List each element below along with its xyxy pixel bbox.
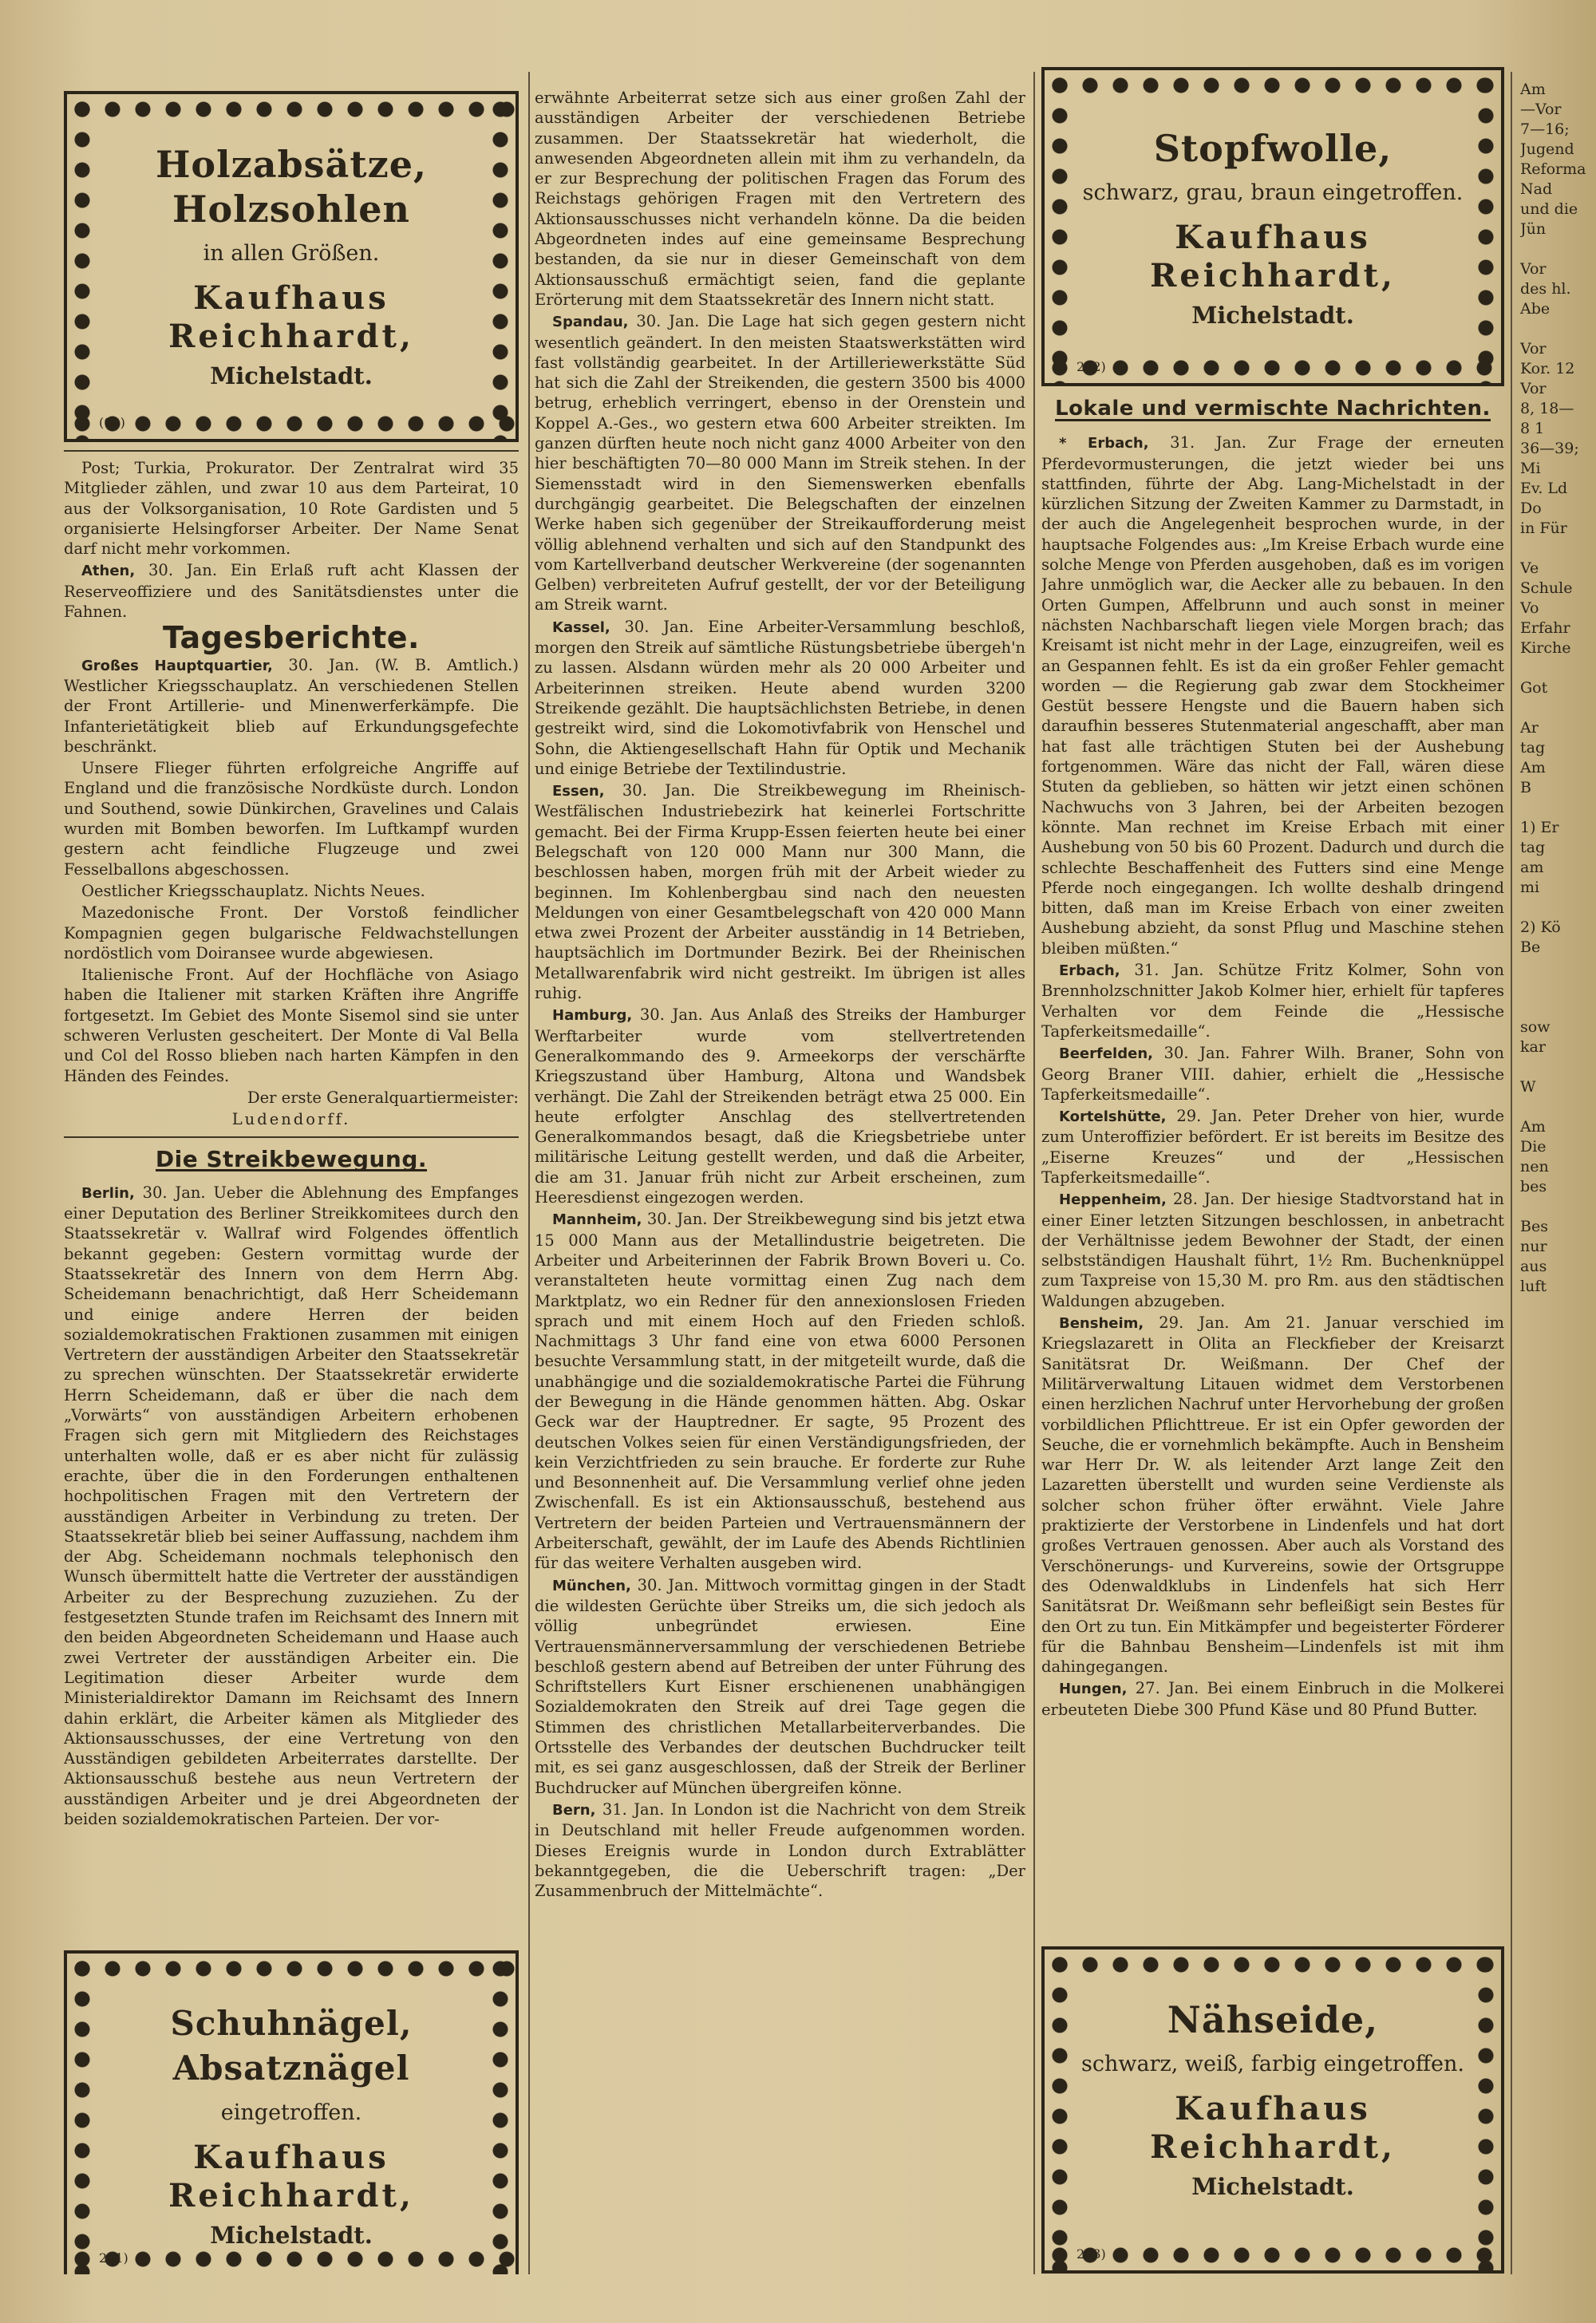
fragment-line [1520,239,1596,259]
dateline: Bern, [552,1801,596,1819]
divider [64,450,519,452]
dateline: Berlin, [81,1184,135,1202]
article-paragraph [1041,1043,1504,1104]
ad-number: 203) [1077,2246,1106,2262]
fragment-line: bes [1520,1178,1547,1195]
fragment-line: 2) Kö [1520,919,1561,936]
article-text: 30. Jan. Fahrer Wilh. Braner, Sohn von Georg Braner VIII. dahier, erhielt die „Hessische Tapferkeitsmedaille“. [1041,1044,1504,1104]
fragment-line: 8, 18— [1520,400,1574,417]
article-text: 30. Jan. (W. B. Amtlich.) Westlicher Kriegsschauplatz. An verschiedenen Stellen der Front Artillerie- und Minenwerferkämpfe. Die Infanterietätigkeit blieb auf Erkundungsgefechte beschränkt. [64,655,519,756]
fragment-line [1520,798,1596,818]
ad-schuhnaegel [64,1950,519,2274]
fragment-line: Erfahr [1520,619,1570,637]
article-paragraph: Unsere Flieger führten erfolgreiche Angriffe auf England und die französische Nordküste durch. London und Southend, sowie Dünkirchen, Gravelines und Calais wurden mit Bomben beworfen. Im Luftkampf wurden gestern acht feindliche Flugzeuge und zwei Fesselballons abgeschossen. [64,759,519,879]
article-paragraph: Post; Turkia, Prokurator. Der Zentralrat wird 35 Mitglieder zählen, und zwar 10 aus dem Parteirat, 10 aus der Volksorganisation, 10 Rote Gardisten und 5 organisierte Helsingforser Arbeiter. Der Name Senat darf nicht mehr vorkommen. [64,459,519,559]
dateline: München, [552,1577,631,1594]
ad-town: Michelstadt. [210,362,373,389]
article-text: 30. Jan. Ein Erlaß ruft acht Klassen der Reserveoffiziere und des Sanitätsdienstes unter die Fahnen. [64,561,519,622]
fragment-line: Jün [1520,220,1547,238]
ad-firm: Kaufhaus Reichhardt, [168,279,414,355]
section-heading-wrap [1041,394,1504,426]
fragment-line: Am [1520,1118,1546,1136]
fragment-line: Vo [1520,599,1539,617]
article-paragraph [1041,1189,1504,1311]
fragment-line: aus [1520,1258,1547,1275]
fragment-line: Die [1520,1138,1547,1156]
fragment-line: Be [1520,938,1541,956]
fragment-line: W [1520,1078,1536,1096]
fragment-line [1520,658,1596,678]
dateline: Großes Hauptquartier, [81,657,273,674]
column-4-fragment [1520,80,1596,2234]
fragment-line: Ve [1520,559,1539,577]
fragment-line [1520,1057,1596,1077]
article-text: 31. Jan. Schütze Fritz Kolmer, Sohn von Brennholzschnitter Jakob Kolmer hier, erhielt für tapferes Verhalten vor dem Feinde die „Hessische Tapferkeitsmedaille“. [1041,961,1504,1041]
fragment-line: Jugend [1520,140,1574,158]
fragment-line: Abe [1520,300,1551,318]
fragment-line: am [1520,859,1544,876]
ad-holzabsaetze [64,91,519,442]
signature-title: Der erste Generalquartiermeister: [247,1088,519,1107]
article-paragraph [64,1183,519,1830]
article-paragraph [535,1575,1025,1798]
column-2 [535,88,1025,2274]
divider [64,1136,519,1138]
article-text: 29. Jan. Peter Dreher von hier, wurde zum Unteroffizier befördert. Er ist bereits im Besitze des „Eiserne Kreuzes“ und der „Hessischen Tapferkeitsmedaille“. [1041,1107,1504,1187]
section-heading-tagesberichte: Tagesberichte. [163,620,420,656]
article-text: 30. Jan. Der Streikbewegung sind bis jetzt etwa 15 000 Mann aus der Metallindustrie beigetreten. Die Arbeiter und Arbeiterinnen der Fabrik Brown Boveri u. Co. veranstalteten heute vormittag einen Zug nach dem Marktplatz, wo ein Redner für den annexionslosen Frieden sprach und mit einem Hoch auf den Frieden schloß. Nachmittags 3 Uhr fand eine von etwa 6000 Personen besuchte Versammlung statt, in der mitgeteilt wurde, daß die unabhängige und die sozialdemokratische Partei die Führung der Bewegung in die Hände genommen hätten. Abg. Oskar Geck war der Hauptredner. Er sagte, 95 Prozent des deutschen Volkes seien für einen Verständigungsfrieden, der kein Verzichtfrieden zu sein brauche. Er forderte zur Ruhe und Besonnenheit auf. Die Versammlung verlief ohne jeden Zwischenfall. Es ist ein Aktionsausschuß, bestehend aus Vertretern der beiden Parteien und Vertrauensmännern der Arbeiterschaft, gewählt, der im Laufe des Abends Richtlinien für das weitere Verhalten ausgeben wird. [535,1210,1025,1573]
fragment-line: Schule [1520,579,1573,597]
article-text: 30. Jan. Die Lage hat sich gegen gestern nicht wesentlich geändert. In den meisten Staatswerkstätten wird fast vollständig gearbeitet. In der Artilleriewerkstätte Süd hat sich die Zahl der Streikenden, die gestern 3500 bis 4000 betrug, erheblich verringert, ebenso in der Orenstein und Koppel A.-Ges., wo gestern etwa 600 Arbeiter streikten. Im ganzen dürften heute noch nicht ganz 4000 Arbeiter von den hier beschäftigten 70—80 000 Mann im Streik stehen. In der Siemensstadt wird in den Siemenswerken ebenfalls durchgängig gearbeitet. Die Belegschaften der einzelnen Werke haben sich gegenüber der Streikaufforderung meist völlig ablehnend verhalten und sich auf den Standpunkt des vom Kartellverband deutscher Werkvereine (der sogenannten Gelben) verbreiteten Aufruf gestellt, der vor der Beteiligung am Streik warnt. [535,312,1025,614]
ad-town: Michelstadt. [1191,302,1354,329]
article-paragraph [535,1209,1025,1573]
fragment-line [1520,978,1596,998]
ad-firm: Kaufhaus Reichhardt, [1150,219,1396,294]
article-paragraph [64,655,519,757]
section-heading-wrap [64,620,519,656]
fragment-line: nen [1520,1158,1549,1175]
article-text: 31. Jan. Zur Frage der erneuten Pferdevormusterungen, die jetzt wieder bei uns stattfinden, führte der Abg. Lang-Michelstadt in der kürzlichen Sitzung der Zweiten Kammer zu Darmstadt, in der auch die Angelegenheit besprochen wurde, in der hauptsache Folgendes aus: „Im Kreise Erbach wurde eine solche Menge von Pferden ausgehoben, daß es im vorigen Jahre unmöglich war, die Aecker alle zu bebauen. In den Orten Gumpen, Affelbrunn und auch sonst in meiner nächsten Nachbarschaft liegen viele Morgen brach; das Kreisamt ist nicht mehr in der Lage, einzugreifen, weil es an Gespannen fehlt. Es ist da ein großer Fehler gemacht worden — die Regierung gab zwar dem Stockheimer Gestüt bessere Hengste und die Bauern haben sich daraufhin besseres Stutenmaterial angeschafft, aber man hat fast alle trächtigen Stuten bei der Aushebung fortgenommen. Wäre das nicht der Fall, wären diese Stuten da geblieben, so hätten wir jetzt einen schönen Nachwuchs von 3 Jahren, bei der Arbeiten bezogen könnte. Man rechnet im Kreise Erbach mit einer Aushebung von 50 bis 60 Prozent. Dadurch und durch die schlechte Beschaffenheit des Futters sind eine Menge Pferde noch eingegangen. Ich wollte deshalb dringend bitten, daß man im Kreise Erbach von einer zweiten Aushebung abzieht, da sonst Pflug und Maschine stehen bleiben müßten.“ [1041,433,1504,958]
ad-headline: Nähseide, [1167,1998,1379,2041]
column-3 [1041,64,1504,2274]
fragment-line [1520,698,1596,718]
ad-number: (00) [99,414,125,430]
fragment-line: 7—16; [1520,120,1570,138]
fragment-line: Mi [1520,460,1541,477]
dateline: Erbach, [1059,962,1120,980]
ad-subline: eingetroffen. [220,2100,362,2125]
fragment-line [1520,998,1596,1017]
ad-subline: schwarz, grau, braun eingetroffen. [1082,180,1464,205]
dateline: Kortelshütte, [1059,1108,1167,1126]
ad-number: 201) [99,2250,128,2266]
article-text: 30. Jan. Mittwoch vormittag gingen in der Stadt die wildesten Gerüchte über Streiks um, die sich jedoch als völlig unbegründet erwiesen. Eine Vertrauensmännerversammlung der verschiedenen Betriebe beschloß gestern abend auf Betreiben der unter Führung des Schriftstellers Kurt Eisner erschienenen unabhängigen Sozialdemokraten den Streik auf drei Tage gegen die Stimmen des christlichen Metallarbeiterverbandes. Die Ortsstelle des Verbandes der deutschen Buchdrucker teilt mit, es sei ganz ausgeschlossen, daß der Streik der Berliner Buchdrucker auf München übergreifen könne. [535,1575,1025,1797]
fragment-line: Am [1520,81,1546,98]
section-heading-streikbewegung: Die Streikbewegung. [155,1145,428,1172]
fragment-line: nur [1520,1238,1547,1255]
ad-town: Michelstadt. [210,2222,373,2249]
fragment-line [1520,958,1596,978]
column-rule [528,72,530,2274]
section-heading-wrap [64,1144,519,1176]
section-heading-lokales: Lokale und vermischte Nachrichten. [1055,397,1491,421]
fragment-line: Got [1520,679,1548,697]
fragment-line: Vor [1520,260,1547,278]
article-text: 30. Jan. Ueber die Ablehnung des Empfanges einer Deputation des Berliner Streikkomitees durch den Staatssekretär v. Wallraf wird Folgendes öffentlich bekannt gegeben: Gestern vormittag wurde der Staatssekretär des Innern von dem Herrn Abg. Scheidemann benachrichtigt, daß Herr Scheidemann und einige andere Herren der beiden sozialdemokratischen Fraktionen zusammen mit einigen Vertretern der ausständigen Arbeiter den Staatssekretär zu sprechen wünschten. Der Staatssekretär erwiderte Herrn Scheidemann, daß er über die nach dem „Vorwärts“ von ausständigen Arbeitern erhobenen Fragen sich gern mit Mitgliedern des Reichstages unterhalten wolle, daß er es aber nicht für zulässig erachte, über die in den Forderungen enthaltenen hochpolitischen Fragen mit den Vertretern der ausständigen Arbeiter in Verbindung zu treten. Der Staatssekretär blieb bei seiner Auffassung, nachdem ihm der Abg. Scheidemann nochmals telephonisch den Wunsch übermittelt hatte die Vertreter der ausständigen Arbeiter zu der Besprechung zuzuziehen. Zu der festgesetzten Stunde trafen im Reichsamt des Innern mit den beiden Abgeordneten Scheidemann und Haase auch zwei Vertreter der ausständigen Arbeiter ein. Die Legitimation dieser Arbeiter wurde dem Ministerialdirektor Damann im Reichsamt des Innern dahin erklärt, die Arbeiter kämen als Mitglieder des Aktionsausschusses, der eine Vertretung von den Ausständigen gebildeten Arbeiterrates darstellte. Der Aktionsausschuß bestehe aus neun Vertretern der ausständigen Arbeiter und je drei Abgeordneten der beiden sozialdemokratischen Parteien. Der vor- [64,1183,519,1828]
fragment-line: 36—39; [1520,440,1579,457]
fragment-line: Vor [1520,380,1547,397]
article-text: 30. Jan. Eine Arbeiter-Versammlung beschloß, morgen den Streik auf sämtliche Rüstungsbetriebe übergeh'n zu lassen. Alsdann würden mehr als 20 000 Arbeiter und Arbeiterinnen streiken. Heute abend wurden 3200 Streikende gezählt. Die hauptsächlichsten Betriebe, in denen gestreikt wird, sind die Lokomotivfabrik von Henschel und Sohn, die Aktiengesellschaft Hahn für Optik und Mechanik und einige Betriebe der Textilindustrie. [535,617,1025,778]
article-text: 29. Jan. Am 21. Januar verschied im Kriegslazarett in Olita an Fleckfieber der Kreisarzt Sanitätsrat Dr. Weißmann. Der Chef der Militärverwaltung Litauen widmet dem Verstorbenen einen herzlichen Nachruf unter Hervorhebung der großen vorbildlichen Pflichttreue. Er ist ein Opfer geworden der Seuche, die er vornehmlich bekämpfte. Auch in Bensheim war Herr Dr. W. als leitender Arzt lange Zeit den Lazaretten überstellt und wurden seine Verdienste als solcher schon früher öfter erwähnt. Viele Jahre praktizierte der Verstorbene in Lindenfels und hat dort großes Vertrauen genossen. Aber auch als Vorstand des Verschönerungs- und Kurvereins, sowie der Ortsgruppe des Odenwaldklubs in Lindenfels hat sich Herr Sanitätsrat Dr. Weißmann sehr befleißigt sein Bestes für den Ort zu tun. Ein Mitkämpfer und begeisterter Förderer für die Bahnbau Bensheim—Lindenfels ist mit ihm dahingegangen. [1041,1314,1504,1677]
fragment-line: B [1520,779,1531,796]
ad-headline: Schuhnägel, Absatznägel [170,2004,413,2088]
article-text: 30. Jan. Die Streikbewegung im Rheinisch-Westfälischen Industriebezirk hat keinerlei Fortschritte gemacht. Bei der Firma Krupp-Essen feierten heute bei einer Belegschaft von 120 000 Mann nur 300 Mann, die beschlossen haben, morgen früh mit der Arbeit wieder zu beginnen. Im Kohlenbergbau sind nach den neuesten Meldungen von einer Gesamtbelegschaft von 420 000 Mann etwa zwei Prozent der Arbeiter ausständig in 14 Betrieben, hauptsächlich im Dortmunder Bezirk. Bei der Rheinischen Metallwarenfabrik wird nicht gestreikt. Im übrigen ist alles ruhig. [535,781,1025,1003]
fragment-line [1520,898,1596,918]
fragment-line: 1) Er [1520,819,1559,836]
article-paragraph [535,1005,1025,1207]
fragment-line [1520,319,1596,339]
article-paragraph [1041,960,1504,1041]
article-text: 31. Jan. In London ist die Nachricht von dem Streik in Deutschland mit heller Freude aufgenommen worden. Dieses Ereignis wurde in London durch Extrablätter bekanntgegeben, die die Ueberschrift tragen: „Der Zusammenbruch der Mittelmächte“. [535,1800,1025,1901]
dateline: * Erbach, [1059,435,1149,452]
dateline: Mannheim, [552,1211,642,1229]
article-paragraph: Italienische Front. Auf der Hochfläche von Asiago haben die Italiener mit starken Kräften ihre Angriffe fortgesetzt. Im Gebiet des Monte Sisemol sind sie unter schweren Verlusten gescheitert. Der Monte di Val Bella und Col del Rosso blieben nach harten Kämpfen in den Händen des Feindes. [64,966,519,1085]
fragment-line: Vor [1520,340,1547,358]
article-paragraph: erwähnte Arbeiterrat setze sich aus einer großen Zahl der ausständigen Arbeiter der verschiedenen Betriebe zusammen. Der Staatssekretär hat wiederholt, die anwesenden Abgeordneten allein mit ihm zu verhandeln, da er zur Besprechung der politischen Fragen das Forum des Reichstags gehörigen Fragen mit den Vertretern des Aktionsausschusses nicht verhandeln könne. Da die beiden Abgeordneten indes auf eine gemeinsame Besprechung bestanden, da sie nur in dieser Gemeinschaft von dem Aktionsausschuß ermächtigt seien, fand die geplante Erörterung mit dem Staatssekretär des Innern nicht statt. [535,89,1025,309]
fragment-line: und die [1520,200,1578,218]
column-rule [1033,72,1035,2274]
article-text: 30. Jan. Aus Anlaß des Streiks der Hamburger Werftarbeiter wurde vom stellvertretenden Generalkommando des 9. Armeekorps der verschärfte Kriegszustand über Hamburg, Altona und Wandsbek verhängt. Die Zahl der Streikenden beträgt etwa 25 000. Ein heute erfolgter Anschlag des stellvertretenden Generalkommandos besagt, daß die Kriegsbetriebe unter militärische Leitung gestellt werden, und daß die Arbeiter, die am 31. Januar früh nicht zur Arbeit erscheinen, zum Heeresdienst eingezogen werden. [535,1005,1025,1207]
fragment-line: Do [1520,500,1542,517]
fragment-line [1520,1197,1596,1217]
fragment-line: luft [1520,1278,1547,1295]
dateline: Kassel, [552,618,610,636]
ad-number: 202) [1077,358,1106,374]
ad-firm: Kaufhaus Reichhardt, [1150,2090,1396,2166]
article-paragraph [535,311,1025,614]
fragment-line: tag [1520,739,1546,757]
article-paragraph [1041,1678,1504,1720]
fragment-line: sow [1520,1018,1551,1036]
column-1 [64,88,519,2274]
fragment-line: Kirche [1520,639,1571,657]
ad-stopfwolle [1041,67,1504,386]
column-rule [1511,72,1512,2274]
fragment-line: tag [1520,839,1546,856]
fragment-line: kar [1520,1038,1546,1056]
fragment-line: Am [1520,759,1546,776]
article-text: 27. Jan. Bei einem Einbruch in die Molkerei erbeuteten Diebe 300 Pfund Käse und 80 Pfund Butter. [1041,1679,1504,1719]
ad-town: Michelstadt. [1191,2173,1354,2200]
fragment-line: Reforma [1520,160,1586,178]
ad-headline: Holzabsätze, Holzsohlen [155,143,428,231]
dateline: Athen, [81,563,136,580]
dateline: Heppenheim, [1059,1191,1167,1209]
ad-naehseide [1041,1946,1504,2274]
article-paragraph [535,780,1025,1003]
ad-headline: Stopfwolle, [1153,127,1393,170]
fragment-line [1520,1097,1596,1117]
fragment-line: in Für [1520,520,1567,537]
article-paragraph: Oestlicher Kriegsschauplatz. Nichts Neues. [81,881,425,900]
fragment-line: 8 1 [1520,420,1545,437]
article-paragraph [1041,1313,1504,1677]
dateline: Bensheim, [1059,1315,1144,1333]
ad-subline: schwarz, weiß, farbig eingetroffen. [1081,2052,1464,2076]
article-paragraph [64,560,519,622]
fragment-line: Ar [1520,719,1539,737]
ad-firm: Kaufhaus Reichhardt, [168,2139,414,2214]
fragment-line: Kor. 12 [1520,360,1575,377]
dateline: Hungen, [1059,1681,1128,1698]
article-paragraph [1041,1106,1504,1187]
signature: Ludendorff. [231,1110,351,1129]
fragment-line: —Vor [1520,101,1562,118]
fragment-line: Bes [1520,1218,1548,1235]
article-paragraph [535,1800,1025,1901]
fragment-line [1520,539,1596,559]
fragment-line: mi [1520,879,1540,896]
article-paragraph [535,617,1025,779]
fragment-line: des hl. [1520,280,1571,298]
dateline: Spandau, [552,314,629,331]
dateline: Hamburg, [552,1007,633,1025]
fragment-line: Nad [1520,180,1553,198]
article-paragraph [1041,433,1504,958]
ad-subline: in allen Größen. [203,241,380,266]
dateline: Beerfelden, [1059,1045,1153,1063]
article-paragraph: Mazedonische Front. Der Vorstoß feindlicher Kompagnien gegen bulgarische Feldwachstellungen nordöstlich vom Doiransee wurde abgewiesen. [64,903,519,962]
fragment-line: Ev. Ld [1520,480,1568,497]
dateline: Essen, [552,783,605,800]
article-text: 28. Jan. Der hiesige Stadtvorstand hat in einer Einer letzten Sitzungen beschlossen, in anbetracht der Verhältnisse jedem Bewohner der Stadt, der einen selbstständigen Haushalt führt, 1½ Rm. Buchenknüppel zum Taxpreise von 15,30 M. pro Rm. aus den städtischen Waldungen abzugeben. [1041,1190,1504,1310]
